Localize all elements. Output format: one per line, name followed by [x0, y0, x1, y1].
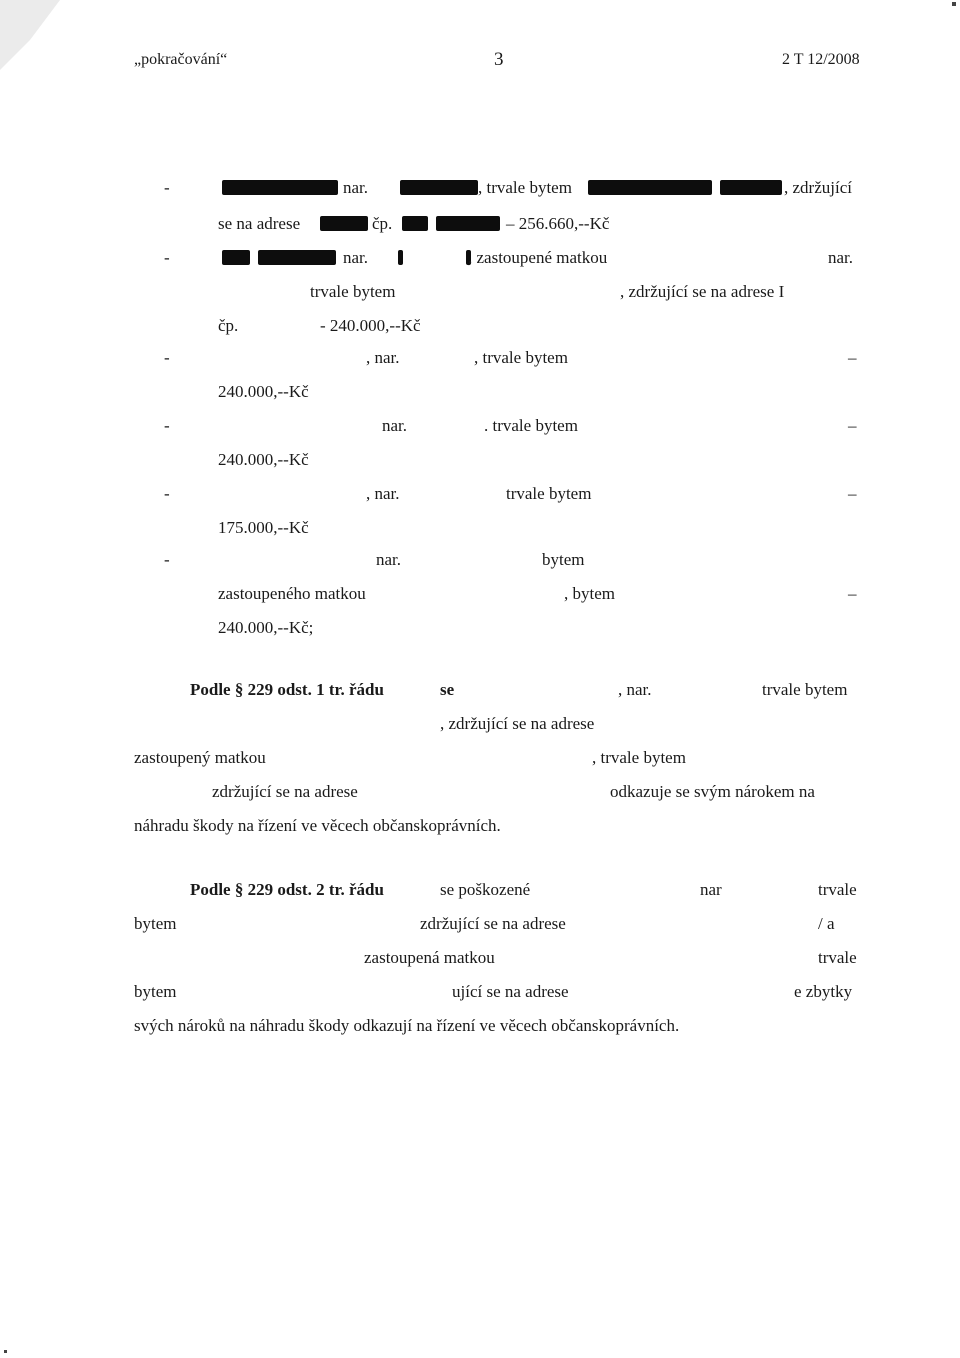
- address-label: , zdržující se na adrese: [440, 714, 595, 733]
- damage-amount: 240.000,--Kč: [218, 382, 309, 401]
- bullet-dash: -: [164, 178, 170, 197]
- redaction-bar: [222, 250, 250, 265]
- trailing-dash: –: [848, 416, 857, 435]
- damage-amount: 175.000,--Kč: [218, 518, 309, 537]
- residence-fragment: trvale: [818, 948, 857, 967]
- paragraph-verb: se: [440, 680, 455, 699]
- birth-label: nar.: [376, 550, 402, 569]
- paragraph-text: se poškozené: [440, 880, 531, 899]
- birth-label: nar.: [343, 248, 369, 267]
- birth-label: , nar.: [366, 348, 400, 367]
- paragraph-last-line: svých nároků na náhradu škody odkazují na řízení ve věcech občanskoprávních.: [134, 1016, 680, 1035]
- address-label: ující se na adrese: [452, 982, 569, 1001]
- bullet-dash: -: [164, 416, 170, 435]
- redaction-bar: [720, 180, 782, 195]
- redaction-bar: [258, 250, 336, 265]
- representation-label: zastoupená matkou: [364, 948, 495, 967]
- damage-amount: – 256.660,--Kč: [506, 214, 610, 233]
- residence-label: , trvale bytem: [592, 748, 686, 767]
- paragraph-lead: Podle § 229 odst. 2 tr. řádu: [190, 880, 384, 899]
- residence-label: bytem: [542, 550, 585, 569]
- paragraph-last-line: náhradu škody na řízení ve věcech občanskoprávních.: [134, 816, 501, 835]
- address-label: , zdržující: [784, 178, 852, 197]
- redaction-bar: [222, 180, 338, 195]
- paragraph-lead: Podle § 229 odst. 1 tr. řádu: [190, 680, 384, 699]
- trailing-dash: –: [848, 484, 857, 503]
- damage-amount: - 240.000,--Kč: [320, 316, 421, 335]
- birth-label: , nar.: [618, 680, 652, 699]
- residence-label: trvale bytem: [506, 484, 592, 503]
- birth-label: nar.: [382, 416, 408, 435]
- page-number: 3: [494, 49, 504, 70]
- remainder-fragment: e zbytky: [794, 982, 853, 1001]
- residence-label: , bytem: [564, 584, 615, 603]
- conjunction-fragment: / a: [818, 914, 835, 933]
- birth-label: nar: [700, 880, 722, 899]
- address-label: zdržující se na adrese: [420, 914, 566, 933]
- redaction-bar: [398, 250, 403, 265]
- representation-label: zastoupeného matkou: [218, 584, 366, 603]
- residence-fragment: bytem: [134, 982, 177, 1001]
- residence-label: trvale bytem: [310, 282, 396, 301]
- trailing-dash: –: [848, 584, 857, 603]
- bullet-dash: -: [164, 484, 170, 503]
- redaction-bar: [402, 216, 428, 231]
- header-left: „pokračování“: [134, 51, 228, 68]
- bullet-dash: -: [164, 248, 170, 267]
- scan-speck: [4, 1350, 7, 1353]
- residence-label: , trvale bytem: [474, 348, 568, 367]
- bullet-dash: -: [164, 550, 170, 569]
- house-number-label: čp.: [372, 214, 393, 233]
- redaction-bar: [436, 216, 500, 231]
- case-number: 2 T 12/2008: [782, 51, 860, 68]
- residence-label: trvale bytem: [762, 680, 848, 699]
- representation-label: , zastoupené matkou: [468, 248, 608, 267]
- residence-fragment: bytem: [134, 914, 177, 933]
- residence-label: . trvale bytem: [484, 416, 578, 435]
- redaction-bar: [320, 216, 368, 231]
- birth-label: nar.: [343, 178, 369, 197]
- scan-artifact: [0, 0, 80, 80]
- birth-label: , nar.: [366, 484, 400, 503]
- residence-fragment: trvale: [818, 880, 857, 899]
- address-label: , zdržující se na adrese I: [620, 282, 785, 301]
- birth-label: nar.: [828, 248, 854, 267]
- damage-amount: 240.000,--Kč;: [218, 618, 314, 637]
- redaction-bar: [588, 180, 712, 195]
- house-number-label: čp.: [218, 316, 239, 335]
- trailing-dash: –: [848, 348, 857, 367]
- representation-label: zastoupený matkou: [134, 748, 266, 767]
- bullet-dash: -: [164, 348, 170, 367]
- damage-amount: 240.000,--Kč: [218, 450, 309, 469]
- address-prefix: se na adrese: [218, 214, 301, 233]
- redaction-bar: [400, 180, 478, 195]
- address-label: zdržující se na adrese: [212, 782, 358, 801]
- scan-speck: [952, 2, 956, 6]
- referral-text: odkazuje se svým nárokem na: [610, 782, 815, 801]
- residence-label: , trvale bytem: [478, 178, 572, 197]
